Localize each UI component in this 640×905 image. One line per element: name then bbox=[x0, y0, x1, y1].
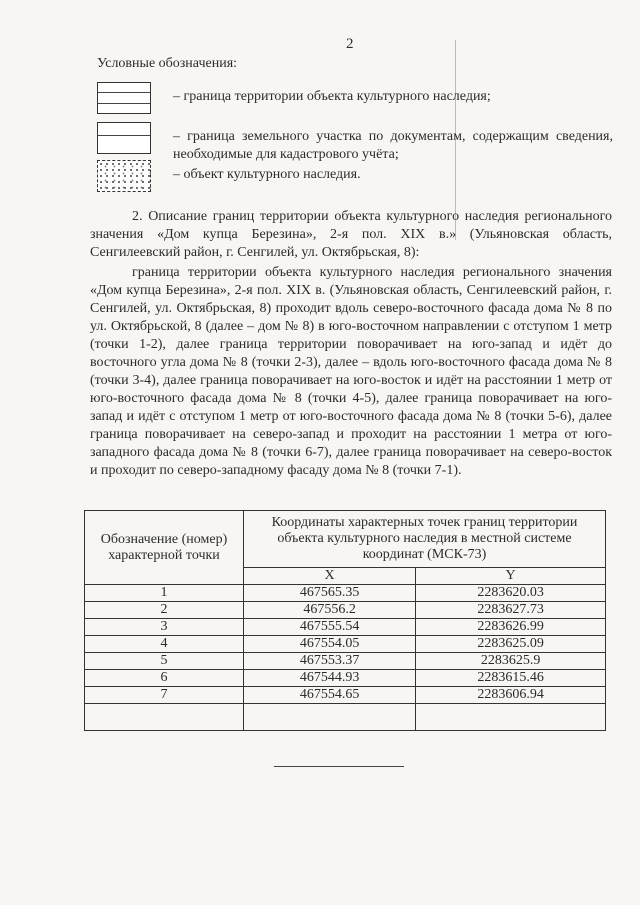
x-value: 467565.35 bbox=[244, 585, 416, 602]
x-value: 467554.65 bbox=[244, 687, 416, 704]
header-y: Y bbox=[416, 568, 606, 585]
point-number: 2 bbox=[85, 602, 244, 619]
table-row bbox=[85, 653, 606, 670]
table-row bbox=[85, 636, 606, 653]
coordinates-table bbox=[84, 510, 606, 731]
y-value: 2283615.46 bbox=[416, 670, 606, 687]
y-value: 2283606.94 bbox=[416, 687, 606, 704]
boundary-description: граница территории объекта культурного наследия регионального значения «Дом купца Березина», 2-я пол. XIX в. (Ульяновская область, Сенгилеевский район, г. Сенгилей, ул. Октябрьская, 8) проходит вдоль северо-восточного фасада дома № 8 по ул. Октябрьской, 8 (далее – дом № 8) в юго-восточном направлении с отступом 1 метр (точки 1-2), далее граница территории поворачивает на юго-запад и идёт до восточного угла дома № 8 (точки 2-3), далее – вдоль юго-восточного фасада дома № 8 (точки 3-4), далее граница поворачивает на юго-восток и идёт на расстоянии 1 метр от юго-восточного фасада дома № 8 (точки 4-5), далее граница поворачивает на юго-запад и идёт с отступом 1 метр от юго-восточного фасада дома № 8 (точки 5-6), далее граница поворачивает на северо-запад и проходит на расстоянии 1 метра от юго-западного фасада дома № 8 (точки 6-7), далее граница поворачивает на северо-восток и проходит по северо-западному фасаду дома № 8 (точки 7-1). bbox=[90, 265, 612, 478]
point-number: 1 bbox=[85, 585, 244, 602]
header-point: Обозначение (номер) характерной точки bbox=[85, 511, 244, 585]
legend-item-text: – объект культурного наследия. bbox=[173, 167, 361, 182]
territory-boundary-symbol bbox=[97, 82, 151, 114]
y-value: 2283620.03 bbox=[416, 585, 606, 602]
table-row bbox=[85, 687, 606, 704]
point-number: 4 bbox=[85, 636, 244, 653]
y-value: 2283627.73 bbox=[416, 602, 606, 619]
point-number: 3 bbox=[85, 619, 244, 636]
page-number: 2 bbox=[346, 36, 354, 52]
x-value: 467555.54 bbox=[244, 619, 416, 636]
y-value: 2283625.9 bbox=[416, 653, 606, 670]
blank-cell bbox=[416, 704, 606, 731]
parcel-boundary-symbol bbox=[97, 122, 151, 154]
table-row bbox=[85, 585, 606, 602]
x-value: 467554.05 bbox=[244, 636, 416, 653]
table-row bbox=[85, 619, 606, 636]
y-value: 2283625.09 bbox=[416, 636, 606, 653]
legend-item-text: – граница земельного участка по документам, содержащим сведения, необходимые для кадастрового учёта; bbox=[173, 129, 613, 162]
point-number: 5 bbox=[85, 653, 244, 670]
legend-item-text: – граница территории объекта культурного наследия; bbox=[173, 89, 491, 104]
x-value: 467553.37 bbox=[244, 653, 416, 670]
blank-cell bbox=[85, 704, 244, 731]
x-value: 467556.2 bbox=[244, 602, 416, 619]
table-row bbox=[85, 602, 606, 619]
header-x: X bbox=[244, 568, 416, 585]
blank-cell bbox=[244, 704, 416, 731]
section-heading: 2. Описание границ территории объекта культурного наследия регионального значения «Дом купца Березина», 2-я пол. XIX в.» (Ульяновская область, Сенгилеевский район, г. Сенгилей, ул. Октябрьская, 8): bbox=[90, 209, 612, 260]
heritage-object-symbol bbox=[97, 160, 151, 192]
table-row-blank bbox=[85, 704, 606, 731]
table-row bbox=[85, 670, 606, 687]
header-coordinates: Координаты характерных точек границ территории объекта культурного наследия в местной системе координат (МСК-73) bbox=[244, 511, 606, 568]
point-number: 7 bbox=[85, 687, 244, 704]
closing-line bbox=[274, 766, 404, 767]
y-value: 2283626.99 bbox=[416, 619, 606, 636]
point-number: 6 bbox=[85, 670, 244, 687]
x-value: 467544.93 bbox=[244, 670, 416, 687]
legend-title: Условные обозначения: bbox=[97, 56, 238, 71]
